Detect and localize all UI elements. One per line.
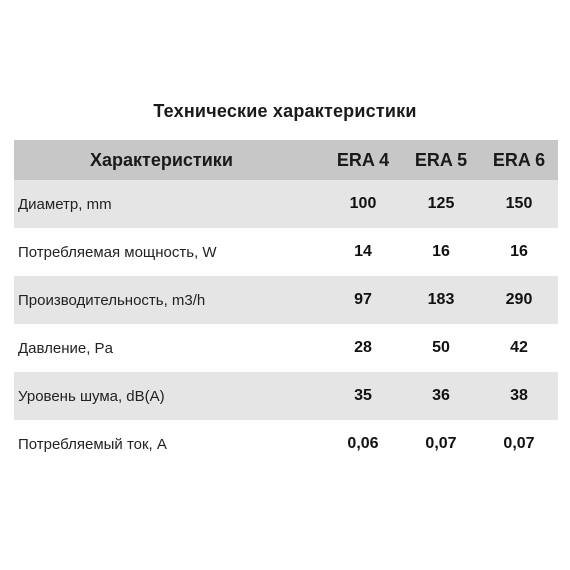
header-model-era-5: ERA 5 [414, 149, 468, 170]
row-label: Диаметр, mm [18, 195, 112, 213]
row-label: Потребляемый ток, А [18, 435, 167, 453]
cell-value: 16 [510, 243, 528, 260]
row-label: Давление, Pa [18, 339, 113, 357]
specs-table [14, 140, 558, 468]
cell-value: 35 [354, 387, 372, 404]
cell-value: 97 [354, 291, 372, 308]
cell-value: 42 [510, 339, 528, 356]
cell-value: 14 [354, 243, 372, 260]
cell-value: 50 [432, 339, 450, 356]
cell-value: 0,07 [503, 435, 535, 452]
table-row-noise [14, 372, 558, 420]
row-label: Потребляемая мощность, W [18, 243, 217, 261]
row-label: Уровень шума, dB(A) [18, 387, 165, 405]
cell-value: 16 [432, 243, 450, 260]
cell-value: 100 [349, 195, 377, 212]
cell-value: 150 [505, 195, 533, 212]
cell-value: 0,07 [425, 435, 457, 452]
table-header-row [14, 140, 558, 180]
table-row-pressure [14, 324, 558, 372]
header-model-era-6: ERA 6 [492, 149, 546, 170]
page-title: Технические характеристики [153, 101, 417, 121]
header-model-era-4: ERA 4 [336, 149, 390, 170]
cell-value: 28 [354, 339, 372, 356]
cell-value: 290 [505, 291, 533, 308]
row-label: Производительность, m3/h [18, 291, 206, 309]
table-row-power [14, 228, 558, 276]
cell-value: 36 [432, 387, 450, 404]
cell-value: 183 [427, 291, 455, 308]
table-row-capacity [14, 276, 558, 324]
cell-value: 125 [427, 195, 455, 212]
header-characteristics: Характеристики [90, 149, 233, 170]
cell-value: 0,06 [347, 435, 379, 452]
table-row-current [14, 420, 558, 468]
table-row-diameter [14, 180, 558, 228]
cell-value: 38 [510, 387, 528, 404]
